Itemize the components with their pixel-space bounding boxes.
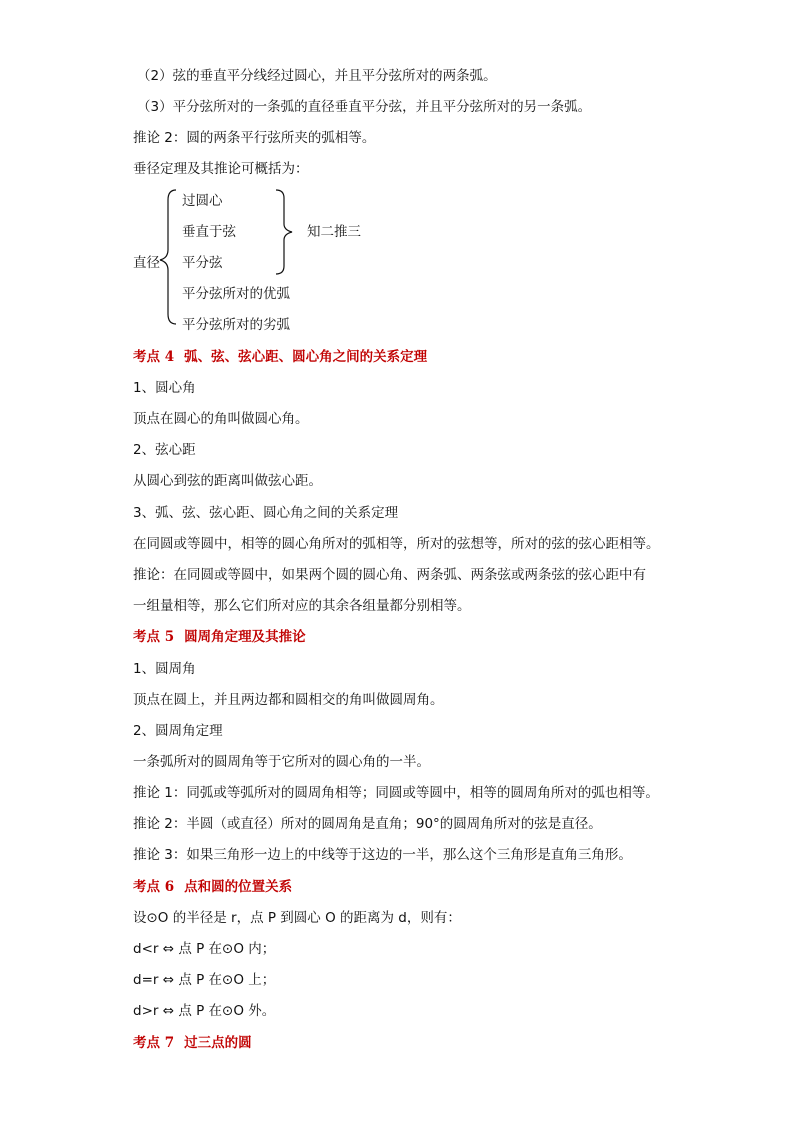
section-5-title: 圆周角定理及其推论 xyxy=(184,629,306,645)
section-5-sub-2: 2、圆周角定理 xyxy=(133,723,223,739)
section-5-text-1: 顶点在圆上，并且两边都和圆相交的角叫做圆周角。 xyxy=(133,692,444,708)
left-brace xyxy=(160,190,176,324)
right-brace xyxy=(276,190,292,274)
text-line-1: （2）弦的垂直平分线经过圆心，并且平分弦所对的两条弧。 xyxy=(137,68,497,84)
section-4-sub-1: 1、圆心角 xyxy=(133,380,196,396)
section-6-relation-3: d>r ⇔ 点 P 在⊙O 外。 xyxy=(133,1003,276,1019)
section-7-title: 过三点的圆 xyxy=(184,1035,252,1051)
text-line-2: （3）平分弦所对的一条弧的直径垂直平分弦，并且平分弦所对的另一条弧。 xyxy=(137,99,592,115)
section-5-inference-3: 推论 3：如果三角形一边上的中线等于这边的一半，那么这个三角形是直角三角形。 xyxy=(133,847,632,863)
section-4-text-1: 顶点在圆心的角叫做圆心角。 xyxy=(133,411,309,427)
section-4-inference-a: 推论：在同圆或等圆中，如果两个圆的圆心角、两条弧、两条弦或两条弦的弦心距中有 xyxy=(133,567,646,583)
section-5-inference-1: 推论 1：同弧或等弧所对的圆周角相等；同圆或等圆中，相等的圆周角所对的弧也相等。 xyxy=(133,785,659,801)
section-6-heading xyxy=(133,878,292,896)
section-4-inference-b: 一组量相等，那么它们所对应的其余各组量都分别相等。 xyxy=(133,598,471,614)
section-7-heading xyxy=(133,1034,252,1052)
section-7-tag: 考点 7 xyxy=(133,1035,175,1051)
diagram-item-2: 垂直于弦 xyxy=(182,224,236,240)
bracket-lines xyxy=(130,186,390,336)
section-5-sub-1: 1、圆周角 xyxy=(133,661,196,677)
diagram-item-1: 过圆心 xyxy=(182,193,223,209)
section-6-relation-2: d=r ⇔ 点 P 在⊙O 上； xyxy=(133,972,276,988)
diagram-item-4: 平分弦所对的优弧 xyxy=(182,286,290,302)
text-line-4: 垂径定理及其推论可概括为： xyxy=(133,161,309,177)
diagram-left-label: 直径 xyxy=(133,255,160,271)
bracket-diagram xyxy=(130,186,390,336)
text-line-3: 推论 2：圆的两条平行弦所夹的弧相等。 xyxy=(133,130,376,146)
section-5-text-2: 一条弧所对的圆周角等于它所对的圆心角的一半。 xyxy=(133,754,430,770)
section-4-sub-2: 2、弦心距 xyxy=(133,442,196,458)
section-4-sub-3: 3、弧、弦、弦心距、圆心角之间的关系定理 xyxy=(133,505,399,521)
section-4-heading xyxy=(133,348,427,366)
section-4-text-3: 在同圆或等圆中，相等的圆心角所对的弧相等，所对的弦想等，所对的弦的弦心距相等。 xyxy=(133,536,660,552)
section-4-text-2: 从圆心到弦的距离叫做弦心距。 xyxy=(133,473,322,489)
section-6-intro: 设⊙O 的半径是 r，点 P 到圆心 O 的距离为 d，则有： xyxy=(133,910,461,926)
section-4-title: 弧、弦、弦心距、圆心角之间的关系定理 xyxy=(184,349,428,365)
section-5-tag: 考点 5 xyxy=(133,629,175,645)
diagram-item-3: 平分弦 xyxy=(182,255,223,271)
section-6-title: 点和圆的位置关系 xyxy=(184,879,293,895)
section-5-inference-2: 推论 2：半圆（或直径）所对的圆周角是直角；90°的圆周角所对的弦是直径。 xyxy=(133,816,602,832)
section-5-heading xyxy=(133,628,306,646)
diagram-item-5: 平分弦所对的劣弧 xyxy=(182,317,290,333)
section-4-tag: 考点 4 xyxy=(133,349,175,365)
section-6-relation-1: d<r ⇔ 点 P 在⊙O 内； xyxy=(133,941,276,957)
diagram-right-label: 知二推三 xyxy=(307,224,361,240)
section-6-tag: 考点 6 xyxy=(133,879,175,895)
